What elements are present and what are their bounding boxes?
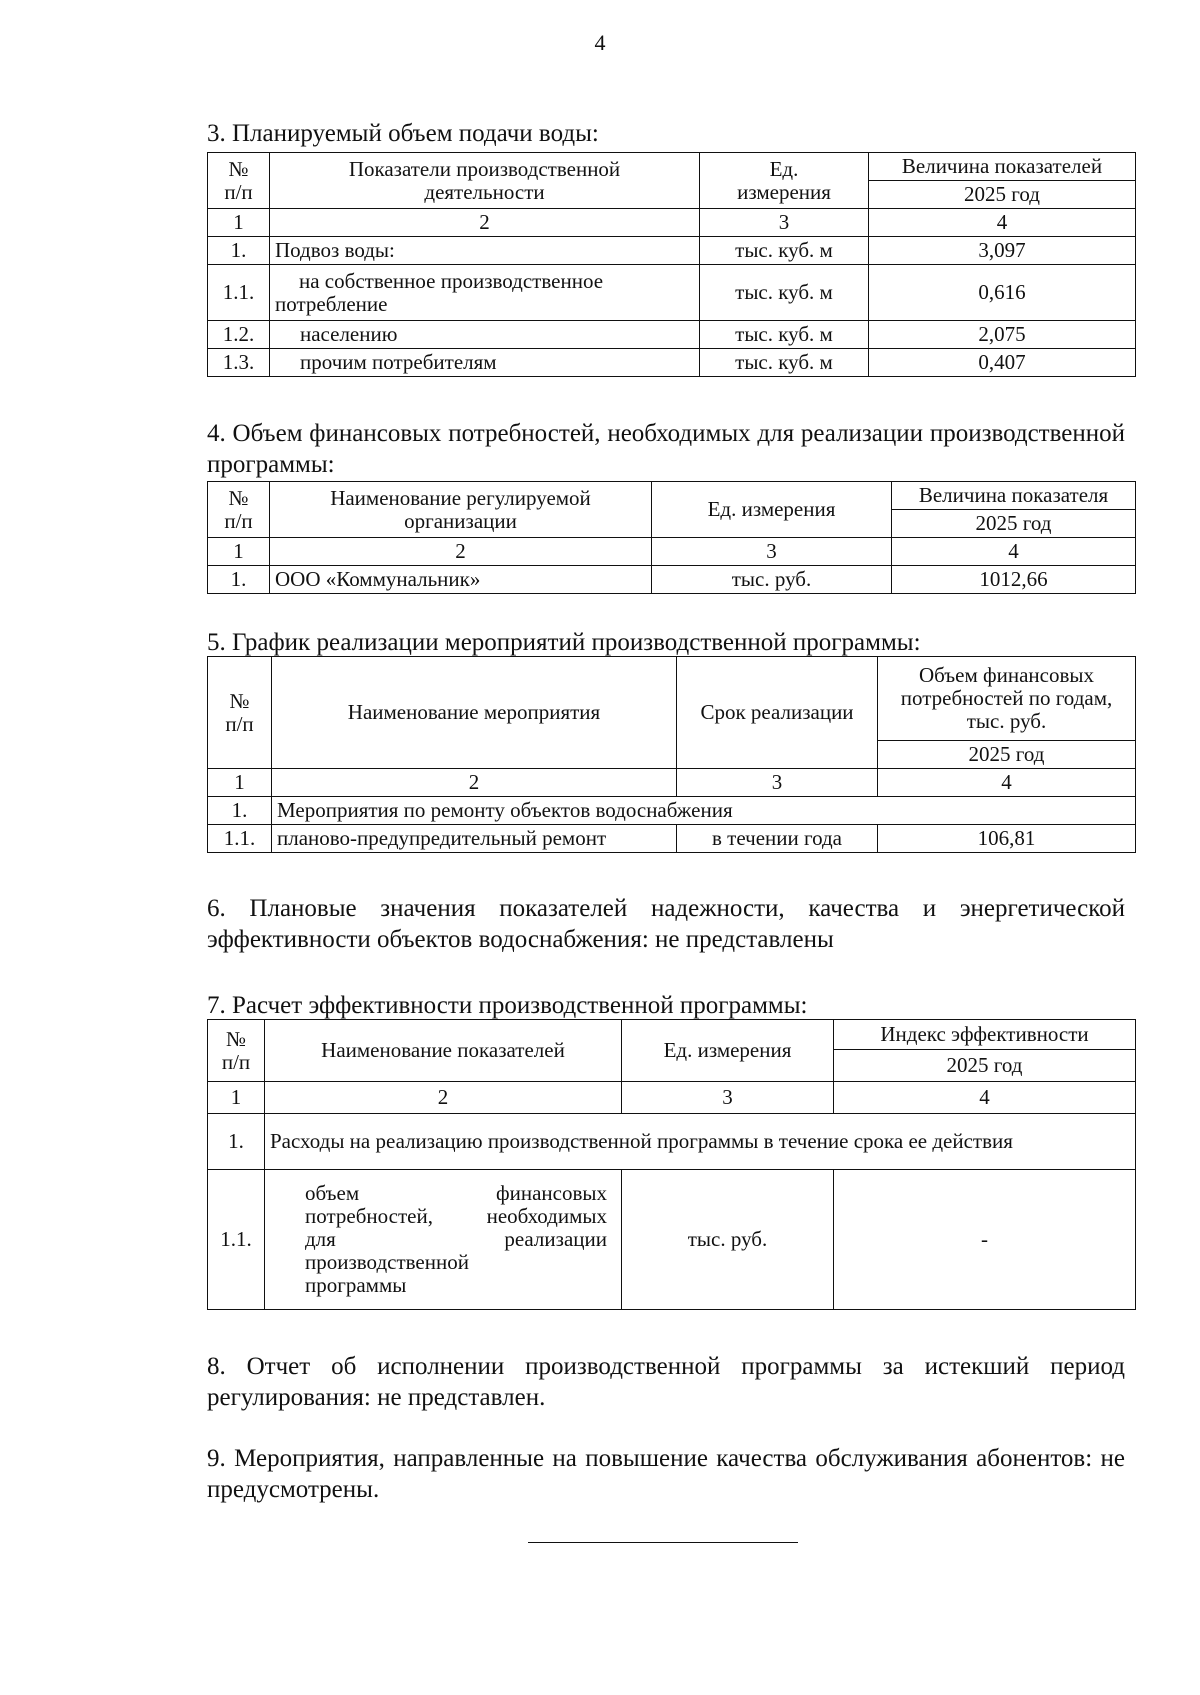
- row-num: 1.1.: [208, 1170, 265, 1310]
- row-value: 2,075: [869, 321, 1136, 349]
- section8-title: 8. Отчет об исполнении производственной программы за истекший период регулирования: не представлен.: [207, 1353, 1125, 1411]
- row-num: 1.: [208, 566, 270, 594]
- row-value: 106,81: [878, 825, 1136, 853]
- col-number: 4: [869, 209, 1136, 237]
- row-num: 1.: [208, 797, 272, 825]
- group-row: [208, 797, 1136, 825]
- row-unit: тыс. куб. м: [700, 265, 869, 321]
- row-num: 1.1.: [208, 265, 270, 321]
- col-number: 3: [700, 209, 869, 237]
- row-unit: тыс. куб. м: [700, 321, 869, 349]
- col-number: 1: [208, 209, 270, 237]
- header-year: 2025 год: [869, 181, 1136, 209]
- row-value: 3,097: [869, 237, 1136, 265]
- header-index: Индекс эффективности: [834, 1020, 1136, 1050]
- header-term: Срок реализации: [677, 657, 878, 769]
- group-row: [208, 1114, 1136, 1170]
- row-unit: тыс. куб. м: [700, 349, 869, 377]
- row-name: объем финансовых потребностей, необходимых для реализации производственной программы: [265, 1170, 622, 1310]
- col-number: 2: [270, 538, 652, 566]
- table-row: [208, 321, 1136, 349]
- efficiency-table: [207, 1019, 1136, 1310]
- header-year: 2025 год: [878, 741, 1136, 769]
- header-year: 2025 год: [892, 510, 1136, 538]
- header-event: Наименование мероприятия: [272, 657, 677, 769]
- table-row: [208, 237, 1136, 265]
- header-value: Величина показателя: [892, 482, 1136, 510]
- col-number: 1: [208, 769, 272, 797]
- row-name: Расходы на реализацию производственной программы в течение срока ее действия: [265, 1114, 1136, 1170]
- table-row: [208, 265, 1136, 321]
- row-num: 1.1.: [208, 825, 272, 853]
- row-name: Мероприятия по ремонту объектов водоснабжения: [272, 797, 1136, 825]
- schedule-table: [207, 656, 1136, 853]
- section6-title: 6. Плановые значения показателей надежности, качества и энергетической эффективности объектов водоснабжения: не представлены: [207, 895, 1125, 953]
- row-name: ООО «Коммунальник»: [270, 566, 652, 594]
- row-unit: тыс. куб. м: [700, 237, 869, 265]
- header-value: Величина показателей: [869, 153, 1136, 181]
- page-number: 4: [594, 30, 606, 55]
- col-number: 3: [677, 769, 878, 797]
- row-name: прочим потребителям: [270, 349, 700, 377]
- col-number: 4: [878, 769, 1136, 797]
- row-value: 0,407: [869, 349, 1136, 377]
- row-unit: тыс. руб.: [652, 566, 892, 594]
- row-name: на собственное производственное потребление: [270, 265, 700, 321]
- table-row: [208, 566, 1136, 594]
- section5-title: 5. График реализации мероприятий производственной программы:: [207, 629, 921, 656]
- header-org: Наименование регулируемой организации: [270, 482, 652, 538]
- row-unit: тыс. руб.: [622, 1170, 834, 1310]
- header-num: № п/п: [208, 1020, 265, 1082]
- water-supply-table: [207, 152, 1136, 377]
- col-number: 2: [265, 1082, 622, 1114]
- col-number: 1: [208, 1082, 265, 1114]
- row-num: 1.: [208, 237, 270, 265]
- section9-title: 9. Мероприятия, направленные на повышение качества обслуживания абонентов: не предусмотрены.: [207, 1445, 1125, 1503]
- header-num: № п/п: [208, 657, 272, 769]
- header-unit: Ед. измерения: [652, 482, 892, 538]
- row-name: Подвоз воды:: [270, 237, 700, 265]
- table-row: [208, 349, 1136, 377]
- header-volume: Объем финансовых потребностей по годам, тыс. руб.: [878, 657, 1136, 741]
- col-number: 3: [652, 538, 892, 566]
- section4-title: 4. Объем финансовых потребностей, необходимых для реализации производственной программы:: [207, 420, 1125, 478]
- header-unit: Ед. измерения: [700, 153, 869, 209]
- col-number: 4: [892, 538, 1136, 566]
- section7-title: 7. Расчет эффективности производственной программы:: [207, 992, 808, 1019]
- row-num: 1.: [208, 1114, 265, 1170]
- header-num: № п/п: [208, 482, 270, 538]
- row-name: планово-предупредительный ремонт: [272, 825, 677, 853]
- row-num: 1.2.: [208, 321, 270, 349]
- section3-title: 3. Планируемый объем подачи воды:: [207, 120, 599, 147]
- header-indicator: Показатели производственной деятельности: [270, 153, 700, 209]
- row-name: населению: [270, 321, 700, 349]
- footer-divider: [528, 1542, 798, 1543]
- table-row: [208, 825, 1136, 853]
- header-unit: Ед. измерения: [622, 1020, 834, 1082]
- col-number: 4: [834, 1082, 1136, 1114]
- col-number: 2: [270, 209, 700, 237]
- header-year: 2025 год: [834, 1050, 1136, 1082]
- financial-needs-table: [207, 481, 1136, 594]
- row-term: в течении года: [677, 825, 878, 853]
- table-row: [208, 1170, 1136, 1310]
- row-value: -: [834, 1170, 1136, 1310]
- header-num: № п/п: [208, 153, 270, 209]
- col-number: 3: [622, 1082, 834, 1114]
- header-name: Наименование показателей: [265, 1020, 622, 1082]
- row-value: 1012,66: [892, 566, 1136, 594]
- col-number: 1: [208, 538, 270, 566]
- row-value: 0,616: [869, 265, 1136, 321]
- col-number: 2: [272, 769, 677, 797]
- row-num: 1.3.: [208, 349, 270, 377]
